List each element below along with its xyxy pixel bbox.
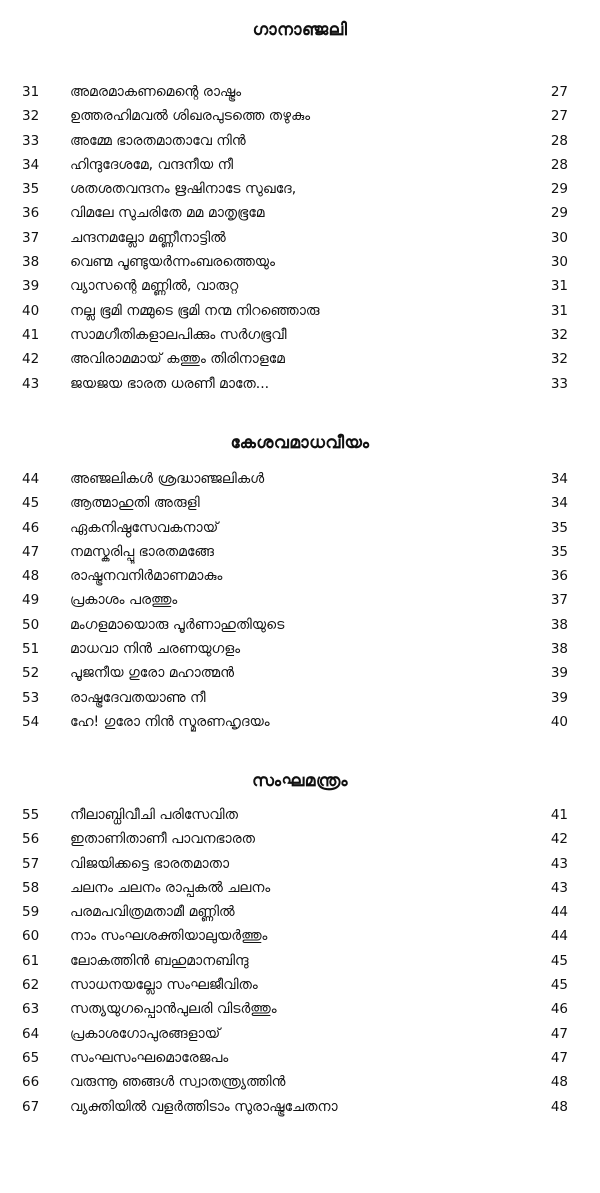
- toc-entry: [0, 1070, 600, 1094]
- toc-entry-title: പരമപവിത്രമതാമീ മണ്ണില്‍: [70, 904, 235, 921]
- toc-entry-title: ചന്ദനമല്ലോ മണ്ണീനാട്ടില്‍: [70, 229, 226, 246]
- toc-entry-page: 27: [550, 84, 568, 100]
- toc-entry: [0, 900, 600, 924]
- toc-entry-title: സംഘസംഘമൊരേജപം: [70, 1049, 229, 1066]
- toc-entry-page: 35: [550, 543, 568, 560]
- toc-entry-title: നല്ല ഭൂമി നമ്മുടെ ഭൂമി നന്മ നിറഞ്ഞൊരു: [70, 302, 320, 319]
- toc-entry-page: 38: [550, 616, 568, 633]
- toc-entry-number: 61: [22, 952, 40, 969]
- section-title-sanghamantram: സംഘമന്ത്രം: [252, 771, 348, 791]
- toc-entry-title: ഏകനിഷ്ഠസേവകനായ്: [70, 519, 219, 536]
- toc-entry-page: 31: [550, 302, 568, 319]
- toc-entry-title: ചലനം ചലനം രാപ്പകല്‍ ചലനം: [70, 879, 271, 896]
- toc-entry-number: 39: [22, 278, 40, 295]
- section-title-gananjali: ഗാനാഞ്ജലി: [252, 20, 348, 40]
- toc-entry-page: 41: [550, 807, 568, 823]
- toc-entry-number: 43: [22, 375, 40, 392]
- toc-entry-number: 67: [22, 1098, 40, 1115]
- toc-entry-number: 54: [22, 713, 40, 730]
- toc-entry: [0, 177, 600, 201]
- toc-entry-number: 57: [22, 855, 40, 872]
- toc-entry-page: 28: [550, 156, 568, 173]
- toc-entry-page: 47: [550, 1025, 568, 1042]
- toc-entry-page: 29: [550, 205, 568, 222]
- toc-entry-page: 32: [550, 351, 568, 368]
- toc-entry-page: 44: [550, 928, 568, 945]
- toc-entry-page: 45: [550, 952, 568, 969]
- toc-entry-number: 32: [22, 108, 40, 125]
- toc-entry-number: 38: [22, 254, 40, 271]
- toc-entry-number: 42: [22, 351, 40, 368]
- toc-entry-title: അഞ്ജലികള്‍ ശ്രദ്ധാഞ്ജലികള്‍: [70, 471, 265, 487]
- toc-entry-page: 38: [550, 641, 568, 658]
- toc-entry: [0, 372, 600, 396]
- toc-entry: [0, 80, 600, 104]
- toc-entry-number: 34: [22, 156, 40, 173]
- toc-entry-page: 43: [550, 879, 568, 896]
- toc-entry-number: 65: [22, 1049, 40, 1066]
- toc-entry: [0, 467, 600, 491]
- toc-entry: [0, 564, 600, 588]
- toc-entry-title: ജയജയ ഭാരത ധരണീ മാതേ...: [70, 375, 270, 392]
- toc-entry: [0, 129, 600, 153]
- toc-list-keshavamadhaveeyam: [0, 467, 600, 734]
- toc-entry: [0, 250, 600, 274]
- toc-entry-title: അമരമാകണമെന്റെ രാഷ്ട്രം: [70, 84, 242, 100]
- toc-entry-title: സാമഗീതികളാലപിക്കും സര്‍ഗഭൂവീ: [70, 326, 287, 343]
- toc-entry-number: 60: [22, 928, 40, 945]
- toc-entry-number: 47: [22, 543, 40, 560]
- toc-entry: [0, 613, 600, 637]
- toc-entry: [0, 491, 600, 515]
- toc-entry-page: 29: [550, 181, 568, 198]
- toc-entry-title: നീലാബ്ധിവീചി പരിസേവിത: [70, 807, 238, 823]
- toc-entry-title: ഇതാണിതാണീ പാവനഭാരത: [70, 831, 255, 848]
- toc-entry-title: അമ്മേ ഭാരതമാതാവേ നിന്‍: [70, 132, 246, 149]
- toc-entry-page: 44: [550, 904, 568, 921]
- toc-entry-number: 31: [22, 84, 40, 100]
- toc-entry-number: 49: [22, 592, 40, 609]
- toc-entry-title: ശതശതവന്ദനം ഋഷിനാടേ സുഖദേ,: [70, 181, 297, 198]
- toc-entry-title: ഹിന്ദുദേശമേ, വന്ദനീയ നീ: [70, 156, 234, 173]
- toc-entry-page: 33: [550, 375, 568, 392]
- toc-entry-title: വിജയിക്കട്ടെ ഭാരതമാതാ: [70, 855, 230, 872]
- toc-entry: [0, 153, 600, 177]
- toc-entry: [0, 637, 600, 661]
- toc-entry-number: 50: [22, 616, 40, 633]
- toc-entry-number: 36: [22, 205, 40, 222]
- toc-entry-page: 30: [550, 254, 568, 271]
- toc-entry: [0, 540, 600, 564]
- toc-entry: [0, 973, 600, 997]
- toc-entry-page: 42: [550, 831, 568, 848]
- toc-entry-number: 53: [22, 689, 40, 706]
- toc-entry-page: 48: [550, 1098, 568, 1115]
- toc-entry-page: 39: [550, 665, 568, 682]
- toc-entry: [0, 827, 600, 851]
- toc-entry-page: 46: [550, 1001, 568, 1018]
- toc-entry-page: 34: [550, 495, 568, 512]
- toc-entry-number: 58: [22, 879, 40, 896]
- toc-entry-title: പൂജനീയ ഗുരോ മഹാത്മന്‍: [70, 665, 235, 682]
- toc-entry: [0, 949, 600, 973]
- toc-entry: [0, 1022, 600, 1046]
- toc-entry-page: 28: [550, 132, 568, 149]
- toc-entry: [0, 104, 600, 128]
- toc-entry: [0, 686, 600, 710]
- section-title-keshavamadhaveeyam: കേശവമാധവീയം: [230, 433, 370, 453]
- toc-entry-title: ഉത്തരഹിമവല്‍ ശിഖരപുടത്തെ തഴുകും: [70, 108, 311, 125]
- toc-entry-title: വ്യക്തിയില്‍ വളര്‍ത്തിടാം സുരാഷ്ട്രചേതനാ: [70, 1098, 338, 1115]
- toc-entry-number: 46: [22, 519, 40, 536]
- toc-entry-number: 52: [22, 665, 40, 682]
- toc-entry-number: 59: [22, 904, 40, 921]
- toc-list-gananjali: [0, 80, 600, 396]
- toc-entry-number: 64: [22, 1025, 40, 1042]
- toc-entry-page: 45: [550, 977, 568, 994]
- toc-entry-page: 27: [550, 108, 568, 125]
- toc-entry: [0, 710, 600, 734]
- toc-entry-page: 34: [550, 471, 568, 487]
- toc-entry-title: പ്രകാശഗോപുരങ്ങളായ്: [70, 1025, 221, 1042]
- toc-entry-number: 33: [22, 132, 40, 149]
- toc-entry-number: 56: [22, 831, 40, 848]
- toc-entry-number: 41: [22, 326, 40, 343]
- toc-entry: [0, 803, 600, 827]
- toc-entry: [0, 876, 600, 900]
- toc-entry-title: രാഷ്ട്രദേവതയാണു നീ: [70, 689, 206, 706]
- toc-entry-number: 48: [22, 568, 40, 585]
- toc-entry-title: വരുന്നൂ ഞങ്ങള്‍ സ്വാതന്ത്ര്യത്തിന്‍: [70, 1074, 286, 1091]
- toc-entry-number: 37: [22, 229, 40, 246]
- toc-entry: [0, 516, 600, 540]
- toc-entry-title: ലോകത്തിന്‍ ബഹുമാനബിന്ദു: [70, 952, 249, 969]
- toc-entry-title: മാധവാ നിന്‍ ചരണയുഗളം: [70, 641, 241, 658]
- toc-entry-number: 63: [22, 1001, 40, 1018]
- toc-entry-number: 45: [22, 495, 40, 512]
- toc-entry: [0, 323, 600, 347]
- toc-entry: [0, 588, 600, 612]
- toc-entry: [0, 997, 600, 1021]
- toc-entry-page: 47: [550, 1049, 568, 1066]
- toc-entry-title: രാഷ്ട്രനവനിര്‍മാണമാകും: [70, 568, 223, 585]
- toc-entry: [0, 299, 600, 323]
- toc-entry-title: വെണ്മ പൂണ്ടുയര്‍ന്നംബരത്തെയും: [70, 254, 275, 271]
- toc-entry-page: 48: [550, 1074, 568, 1091]
- toc-entry-page: 43: [550, 855, 568, 872]
- toc-entry-title: ഹേ! ഗുരോ നിന്‍ സ്മരണഹൃദയം: [70, 713, 270, 730]
- toc-entry: [0, 226, 600, 250]
- toc-entry-page: 30: [550, 229, 568, 246]
- toc-entry-title: നമസ്കരിപ്പൂ ഭാരതമങ്ങേ: [70, 543, 214, 560]
- toc-entry: [0, 1046, 600, 1070]
- toc-entry-number: 44: [22, 471, 40, 487]
- toc-list-sanghamantram: [0, 803, 600, 1119]
- toc-entry-title: വിമലേ സുചരിതേ മമ മാതൃഭൂമേ: [70, 205, 265, 222]
- toc-entry-number: 62: [22, 977, 40, 994]
- toc-entry-page: 31: [550, 278, 568, 295]
- toc-entry-title: മംഗളമായൊരു പൂര്‍ണാഹുതിയുടെ: [70, 616, 285, 633]
- toc-entry-page: 40: [550, 713, 568, 730]
- toc-entry: [0, 852, 600, 876]
- toc-entry: [0, 347, 600, 371]
- toc-entry: [0, 924, 600, 948]
- toc-entry-title: അവിരാമമായ് കത്തും തിരിനാളമേ: [70, 351, 285, 368]
- toc-entry-page: 32: [550, 326, 568, 343]
- toc-entry-title: സാധനയല്ലോ സംഘജീവിതം: [70, 977, 258, 994]
- toc-entry-title: വ്യാസന്റെ മണ്ണില്‍, വാരുറ്റ: [70, 278, 239, 295]
- toc-entry-page: 36: [550, 568, 568, 585]
- toc-entry-number: 66: [22, 1074, 40, 1091]
- toc-entry-title: സത്യയുഗപ്പൊന്‍പുലരി വിടര്‍ത്തും: [70, 1001, 277, 1018]
- toc-entry-number: 35: [22, 181, 40, 198]
- toc-entry-number: 51: [22, 641, 40, 658]
- toc-entry: [0, 274, 600, 298]
- toc-entry-title: നാം സംഘശക്തിയാലുയര്‍ത്തും: [70, 928, 268, 945]
- toc-entry: [0, 661, 600, 685]
- toc-entry-page: 35: [550, 519, 568, 536]
- toc-entry: [0, 201, 600, 225]
- toc-entry: [0, 1095, 600, 1119]
- toc-entry-number: 55: [22, 807, 40, 823]
- toc-entry-number: 40: [22, 302, 40, 319]
- toc-entry-page: 39: [550, 689, 568, 706]
- toc-entry-page: 37: [550, 592, 568, 609]
- toc-entry-title: പ്രകാശം പരത്തും: [70, 592, 178, 609]
- toc-entry-title: ആത്മാഹുതി അരുളി: [70, 495, 200, 512]
